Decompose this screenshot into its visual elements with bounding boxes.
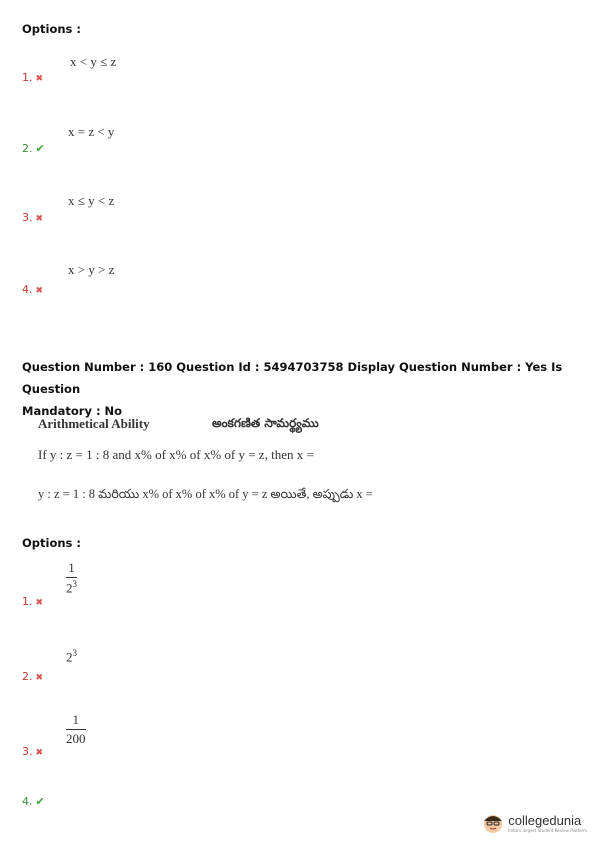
option-3-text: x ≤ y < z: [68, 193, 115, 208]
question-text-telugu: y : z = 1 : 8 మరియు x% of x% of x% of y = z అయితే, అప్పుడు x =: [38, 487, 373, 501]
option-2b[interactable]: [22, 665, 43, 684]
cross-icon: ✖: [35, 286, 44, 296]
option-number: 4.: [22, 283, 33, 296]
question-header-line1: Question Number : 160 Question Id : 5494703758 Display Question Number : Yes Is Question: [22, 360, 563, 396]
option-3[interactable]: [22, 206, 43, 225]
collegedunia-logo: [482, 812, 587, 834]
option-number: 3.: [22, 745, 33, 758]
option-number: 2.: [22, 670, 33, 683]
cross-icon: ✖: [35, 673, 44, 683]
logo-name: collegedunia: [508, 813, 582, 828]
option-4-text: x > y > z: [68, 262, 115, 277]
fraction-bar: [66, 729, 86, 730]
option-number: 2.: [22, 142, 33, 155]
question-header: [22, 356, 582, 422]
fraction-denominator: [66, 579, 77, 596]
option-number: 3.: [22, 211, 33, 224]
option-4b[interactable]: [22, 790, 45, 809]
option-3b[interactable]: [22, 740, 43, 759]
denominator-base: 2: [66, 580, 73, 596]
fraction-numerator: 1: [72, 712, 79, 727]
power-base: 2: [66, 649, 73, 665]
option-2[interactable]: [22, 137, 45, 156]
fraction-numerator: 1: [68, 560, 75, 575]
option-number: 1.: [22, 595, 33, 608]
option-3b-fraction: [66, 712, 86, 747]
power-exponent: 3: [72, 648, 77, 658]
options-heading: Options :: [22, 22, 81, 36]
fraction-bar: [66, 577, 77, 578]
option-1b-fraction: [66, 560, 77, 596]
question-header-line2: Mandatory : No: [22, 404, 123, 418]
mascot-icon: [482, 812, 504, 834]
option-1b[interactable]: [22, 590, 43, 609]
check-icon: ✔: [35, 795, 45, 808]
option-1-text: x < y ≤ z: [70, 54, 117, 69]
cross-icon: ✖: [35, 74, 44, 84]
option-4[interactable]: [22, 278, 43, 297]
fraction-denominator: 200: [66, 731, 86, 746]
cross-icon: ✖: [35, 748, 44, 758]
cross-icon: ✖: [35, 214, 44, 224]
section-title-telugu: అంకగణిత సామర్థ్యము: [212, 416, 319, 430]
option-number: 1.: [22, 71, 33, 84]
options-heading-2: Options :: [22, 536, 81, 550]
option-2-text: x = z < y: [68, 124, 115, 139]
option-1[interactable]: [22, 66, 43, 85]
check-icon: ✔: [35, 142, 45, 155]
option-number: 4.: [22, 795, 33, 808]
logo-tagline: India's largest Student Review Platform: [508, 828, 587, 833]
section-title-english: Arithmetical Ability: [38, 416, 150, 431]
option-2b-power: [66, 648, 77, 665]
denominator-exponent: 3: [72, 579, 77, 589]
question-text-english: If y : z = 1 : 8 and x% of x% of x% of y = z, then x =: [38, 447, 314, 462]
cross-icon: ✖: [35, 598, 44, 608]
